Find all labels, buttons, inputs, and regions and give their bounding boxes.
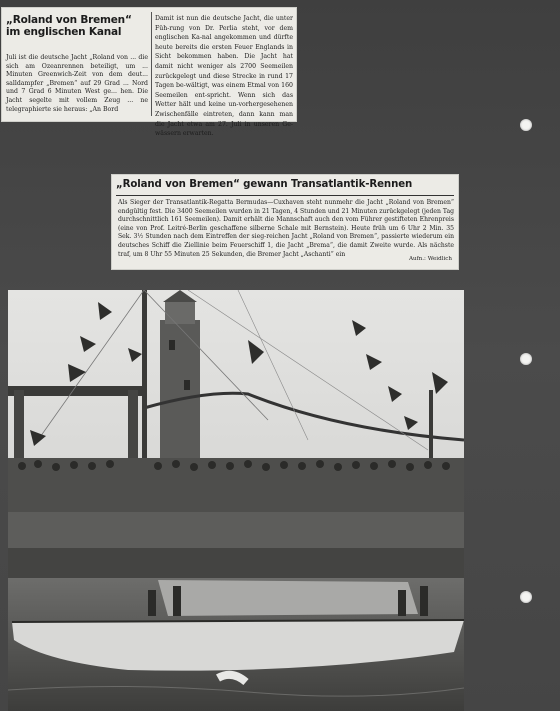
harbor-photo [8, 290, 464, 711]
article-body: Als Sieger der Transatlantik-Regatta Bermudas—Cuxhaven steht nunmehr die Jacht „Roland von Bremen“ endgültig fest. Die 3400 Seemeilen wurden in 21 Tagen, 4 Stunden und 21 Minuten zurückgelegt (jeden Tag durchschnittlich 161 Seemeilen). Damit erhält die Mannschaft auch den vom Führer gestifteten Ehrenpreis (eine von Prof. Leitré-Berlin geschaffene silberne Schale mit Bernstein). Heute früh um 6 Uhr 2 Min. 35 Sek. 3½ Stunden nach dem Eintreffen der sieg-reichen Jacht „Roland von Bremen“, passierte wiederum ein deutsches Schiff die Ziellinie beim Feuerschiff 1, die Jacht „Brema“, die damit Zweite wurde. Als nächste traf, um 8 Uhr 55 Minuten 25 Sekunden, die Bremer Jacht „Aschanti“ ein [118, 199, 454, 258]
title-rule [116, 195, 454, 196]
clipping-headline: „Roland von Bremen“ im englischen Kanal [6, 14, 132, 38]
newspaper-clipping-article [112, 175, 458, 269]
clipping-column-right: Damit ist nun die deutsche Jacht, die unter Füh-rung von Dr. Perlia steht, vor dem englischen Ka-nal angekommen und dürfte heute bereits die ersten Feuer Englands in Sicht bekommen haben. Die Jacht hat damit nicht weniger als 2700 Seemeilen zurückgelegt und diese Strecke in rund 17 Tagen be-wältigt, was einem Etmal von 160 Seemeilen ent-spricht. Wenn sich das Wetter hält und keine un-vorhergesehenen Zwischenfälle eintreten, dann kann man die Jacht etwa am 27. Juli in unseren Ge-wässern erwarten. [155, 15, 293, 138]
article-title: „Roland von Bremen“ gewann Transatlantik-Rennen [116, 179, 413, 190]
photo-credit: Aufn.: Weidlich [408, 256, 452, 262]
column-divider [151, 12, 152, 116]
punch-hole [520, 119, 532, 131]
harbor-photo-image [8, 290, 464, 711]
clipping-column-left: Juli ist die deutsche Jacht „Roland von ... die sich am Ozeanrennen beteiligt, um ... Minuten Greenwich-Zeit von dem deut... salldampfer „Bremen“ auf 29 Grad ... Nord und 7 Grad 6 Minuten West ge... hen. Die Jacht segelte mit vollem Zeug ... ne telegraphierte sie heraus: „An Bord [6, 54, 148, 113]
punch-hole [520, 591, 532, 603]
punch-hole [520, 353, 532, 365]
newspaper-clipping-top [2, 8, 296, 138]
